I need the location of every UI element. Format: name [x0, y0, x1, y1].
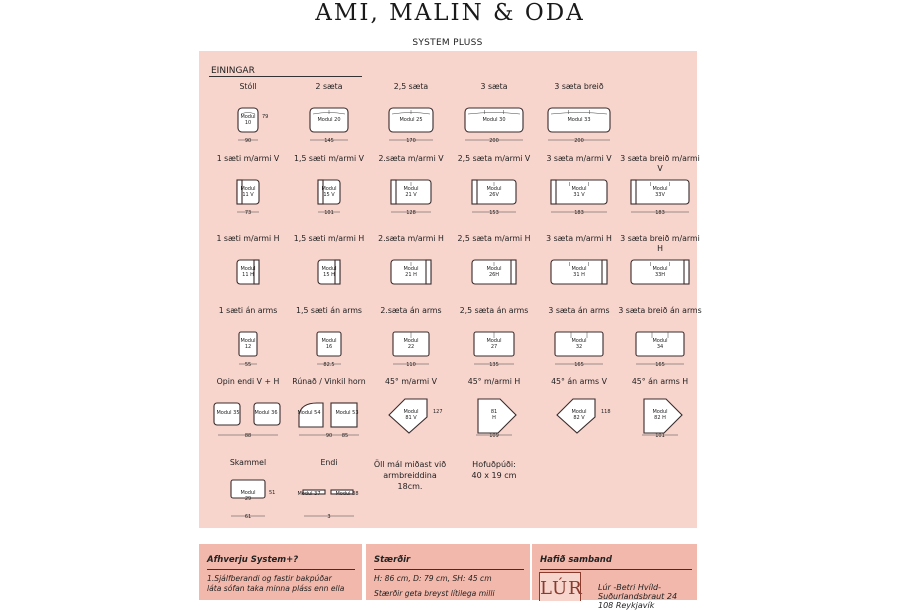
- measure-note: Öll mál miðast við armbreiddina 18cm.: [373, 460, 447, 491]
- module-drawing: [369, 306, 453, 380]
- module-code: 26H: [488, 272, 500, 278]
- module-drawing: [618, 154, 702, 228]
- module-code: 21 H: [405, 272, 417, 278]
- module-code: 15 V: [323, 192, 335, 198]
- module-card: [618, 234, 702, 308]
- footer-sizes-line: H: 86 cm, D: 79 cm, SH: 45 cm: [374, 574, 492, 583]
- module-drawing: [618, 306, 702, 380]
- module-code: 29: [244, 496, 252, 502]
- width-dimension: 165: [655, 362, 665, 368]
- module-code: Modul 25: [399, 117, 423, 123]
- contact-company: Lúr -Betri Hvíld-: [598, 583, 662, 592]
- module-title: 2.sæta m/armi H: [378, 234, 444, 243]
- module-code: Modul: [403, 186, 419, 192]
- module-code: Modul: [403, 409, 419, 415]
- module-title: 3 sæta m/armi H: [546, 234, 612, 243]
- module-code: Modul 33: [567, 117, 591, 123]
- module-code: Modul: [652, 409, 668, 415]
- module-card: [206, 458, 290, 532]
- module-drawing: [537, 154, 621, 228]
- module-drawing: [287, 458, 371, 532]
- module-title: 1,5 sæti m/armi H: [293, 234, 365, 243]
- module-drawing: [287, 154, 371, 228]
- module-drawing: [206, 458, 290, 532]
- module-code: 82 V: [573, 415, 585, 421]
- module-code: Modul: [240, 186, 256, 192]
- module-card: [287, 306, 371, 380]
- module-code: 12: [244, 344, 252, 350]
- module-code: 15 H: [323, 272, 335, 278]
- module-card: [452, 377, 536, 451]
- footer-sizes-heading: Stærðir: [374, 555, 411, 565]
- width-dimension: 153: [489, 210, 499, 216]
- module-card: [287, 377, 371, 451]
- module-title: 2.sæta án arms: [380, 306, 442, 315]
- module-card: [452, 154, 536, 228]
- armrest-icon: [631, 180, 636, 204]
- section-label: EININGAR: [211, 66, 255, 76]
- module-code: Modul 35: [216, 410, 240, 416]
- width-dimension: 85: [341, 433, 349, 439]
- width-dimension: 101: [655, 433, 665, 439]
- module-code: Modul: [240, 490, 256, 496]
- module-drawing: [206, 306, 290, 380]
- module-drawing: [369, 377, 453, 451]
- module-drawing: [537, 377, 621, 451]
- module-card: [618, 306, 702, 380]
- width-dimension: 145: [324, 138, 334, 144]
- module-drawing: [369, 154, 453, 228]
- module-code: Modul: [486, 186, 502, 192]
- module-code: 21 V: [405, 192, 417, 198]
- module-code: Modul 38: [335, 491, 359, 497]
- module-title: 1,5 sæti m/armi V: [294, 154, 364, 163]
- module-card: [618, 377, 702, 451]
- module-title: 3 sæta: [480, 82, 508, 91]
- module-title: 1 sæti án arms: [218, 306, 278, 315]
- module-drawing: [287, 234, 371, 308]
- module-code: Modul: [403, 266, 419, 272]
- footer-why-line: 1.Sjálfberandi og fastir bakpúðar: [207, 574, 332, 583]
- pillow-size: 40 x 19 cm: [471, 471, 517, 480]
- armrest-icon: [391, 180, 396, 204]
- module-drawing: [452, 306, 536, 380]
- module-code: Modul 37: [297, 491, 321, 497]
- footer-contact-heading: Hafið samband: [540, 555, 612, 565]
- module-drawing: [452, 234, 536, 308]
- module-card: [537, 154, 621, 228]
- module-title: 3 sæta breið: [554, 82, 604, 91]
- module-title: 1 sæti m/armi V: [216, 154, 280, 163]
- module-code: 31 V: [573, 192, 585, 198]
- module-code: 32: [575, 344, 583, 350]
- module-card: [452, 306, 536, 380]
- section-divider: [209, 76, 362, 77]
- width-dimension: 183: [655, 210, 665, 216]
- module-title: Stóll: [239, 82, 257, 91]
- module-title: 2,5 sæta án arms: [459, 306, 529, 315]
- module-code: 11 V: [242, 192, 254, 198]
- module-code: Modul: [571, 186, 587, 192]
- module-drawing: [452, 154, 536, 228]
- footer-sizes: [366, 544, 530, 600]
- width-dimension: 90: [244, 138, 252, 144]
- module-code: H: [492, 415, 496, 421]
- footer-sizes-line: Stærðir geta breyst lítilega milli: [374, 589, 495, 598]
- module-card: [206, 377, 290, 451]
- module-drawing: [369, 234, 453, 308]
- 45-degree-icon: [478, 399, 516, 433]
- module-card: [206, 82, 290, 156]
- module-title: 3 sæta breið m/armi H: [620, 234, 700, 253]
- module-drawing: [452, 377, 536, 451]
- module-code: Modul 30: [482, 117, 506, 123]
- module-title: 45° án arms V: [551, 377, 607, 386]
- module-drawing: [537, 234, 621, 308]
- module-title: 45° án arms H: [631, 377, 689, 386]
- module-code: 11 H: [242, 272, 254, 278]
- module-card: [206, 234, 290, 308]
- module-code: 33H: [654, 272, 666, 278]
- module-drawing: [369, 82, 453, 156]
- armrest-icon: [602, 260, 607, 284]
- footer-sizes-divider: [374, 569, 524, 570]
- module-code: Modul: [321, 186, 337, 192]
- width-dimension: 170: [406, 138, 416, 144]
- module-code: Modul: [321, 338, 337, 344]
- module-drawing: [537, 306, 621, 380]
- module-card: [287, 458, 371, 532]
- module-code: Modul: [240, 266, 256, 272]
- armrest-icon: [472, 180, 477, 204]
- module-code: Modul: [486, 266, 502, 272]
- module-card: [452, 234, 536, 308]
- module-card: [537, 234, 621, 308]
- module-code: Modul 20: [317, 117, 341, 123]
- module-title: 45° m/armi H: [467, 377, 521, 386]
- module-drawing: [206, 234, 290, 308]
- module-code: Modul: [652, 266, 668, 272]
- pillow-title: Hofuðpúði:: [472, 460, 516, 469]
- module-title: 2,5 sæta m/armi H: [457, 234, 531, 243]
- module-code: Modul: [652, 186, 668, 192]
- module-card: [369, 377, 453, 451]
- module-code: Modul 53: [335, 410, 359, 416]
- module-code: 10: [244, 120, 252, 126]
- module-drawing: [287, 82, 371, 156]
- module-card: [206, 306, 290, 380]
- module-title: 2,5 sæta m/armi V: [457, 154, 531, 163]
- module-code: Modul: [321, 266, 337, 272]
- width-dimension: 200: [574, 138, 584, 144]
- module-drawing: [618, 234, 702, 308]
- module-code: 31 H: [573, 272, 585, 278]
- module-code: 22: [407, 344, 415, 350]
- module-code: Modul: [240, 338, 256, 344]
- width-dimension: 101: [324, 210, 334, 216]
- width-dimension: 183: [574, 210, 584, 216]
- height-dimension: 51: [269, 490, 276, 496]
- footer-why-heading: Afhverju System+?: [207, 555, 299, 565]
- footer-why-line: láta sófan taka minna pláss enn ella: [207, 584, 345, 593]
- width-dimension: 55: [244, 362, 252, 368]
- module-card: [287, 234, 371, 308]
- module-code: Modul: [571, 409, 587, 415]
- module-card: [618, 154, 702, 228]
- module-title: 1,5 sæti án arms: [296, 306, 362, 315]
- module-title: 2,5 sæta: [393, 82, 429, 91]
- module-card: [369, 154, 453, 228]
- module-drawing: [206, 82, 290, 156]
- width-dimension: 110: [406, 362, 416, 368]
- module-code: 81: [490, 409, 498, 415]
- module-title: Opin endi V + H: [216, 377, 280, 386]
- module-drawing: [618, 377, 702, 451]
- armrest-icon: [237, 180, 242, 204]
- armrest-icon: [426, 260, 431, 284]
- contact-city: 108 Reykjavík: [598, 601, 655, 610]
- module-card: [369, 306, 453, 380]
- module-card: [369, 82, 453, 156]
- width-dimension: 88: [244, 433, 252, 439]
- module-code: 82 H: [654, 415, 666, 421]
- module-drawing: [452, 82, 536, 156]
- module-card: [287, 154, 371, 228]
- width-dimension: 128: [406, 210, 416, 216]
- module-code: Modul: [486, 338, 502, 344]
- height-dimension: 127: [433, 409, 443, 415]
- module-drawing: [206, 377, 290, 451]
- width-dimension: 200: [489, 138, 499, 144]
- module-title: 3 sæta breið án arms: [618, 306, 702, 315]
- page-subtitle: SYSTEM PLUSS: [412, 38, 483, 48]
- lur-logo-text: LÚR: [540, 578, 583, 599]
- footer-why: [199, 544, 362, 600]
- module-drawing: [537, 82, 621, 156]
- module-code: 34: [656, 344, 664, 350]
- width-dimension: 135: [489, 362, 499, 368]
- module-title: 3 sæta breið m/armi V: [620, 154, 700, 173]
- armrest-icon: [551, 180, 556, 204]
- page-title: AMI, MALIN & ODA: [315, 0, 585, 26]
- module-drawing: [287, 377, 371, 451]
- width-dimension: 90: [325, 433, 333, 439]
- module-title: 3 sæta m/armi V: [546, 154, 612, 163]
- module-title: 2 sæta: [315, 82, 343, 91]
- module-code: Modul: [403, 338, 419, 344]
- width-dimension: 109: [489, 433, 499, 439]
- height-dimension: 79: [262, 114, 269, 120]
- armrest-icon: [335, 260, 340, 284]
- module-code: Modul 36: [254, 410, 278, 416]
- armrest-icon: [318, 180, 323, 204]
- module-title: Rúnað / Vinkil horn: [292, 377, 366, 386]
- armrest-icon: [254, 260, 259, 284]
- module-code: Modul: [652, 338, 668, 344]
- module-title: 1 sæti m/armi H: [216, 234, 280, 243]
- height-dimension: 118: [601, 409, 611, 415]
- module-code: Modul: [571, 266, 587, 272]
- width-dimension: 61: [244, 514, 252, 520]
- module-title: 2.sæta m/armi V: [378, 154, 444, 163]
- module-drawing: [206, 154, 290, 228]
- width-dimension: 73: [244, 210, 252, 216]
- module-code: Modul: [571, 338, 587, 344]
- armrest-icon: [511, 260, 516, 284]
- footer-why-divider: [207, 569, 355, 570]
- module-code: 33V: [655, 192, 665, 198]
- width-dimension: 82.5: [323, 362, 335, 368]
- width-dimension: 3: [327, 514, 331, 520]
- module-title: 3 sæta án arms: [548, 306, 610, 315]
- module-card: [369, 234, 453, 308]
- width-dimension: 165: [574, 362, 584, 368]
- footer-contact-divider: [540, 569, 692, 570]
- module-drawing: [287, 306, 371, 380]
- lur-logo: [539, 572, 581, 601]
- module-card: [537, 306, 621, 380]
- contact-street: Suðurlandsbraut 24: [598, 592, 678, 601]
- module-card: [537, 82, 621, 156]
- module-title: 45° m/armi V: [385, 377, 437, 386]
- module-card: [537, 377, 621, 451]
- module-code: 26V: [489, 192, 499, 198]
- module-code: Modul: [240, 114, 256, 120]
- module-card: [287, 82, 371, 156]
- module-code: Modul 54: [297, 410, 321, 416]
- module-card: [452, 82, 536, 156]
- module-code: 81 V: [405, 415, 417, 421]
- module-card: [206, 154, 290, 228]
- module-code: 27: [490, 344, 498, 350]
- module-title: Endi: [320, 458, 338, 467]
- module-code: 16: [325, 344, 333, 350]
- module-title: Skammel: [229, 458, 267, 467]
- armrest-icon: [684, 260, 689, 284]
